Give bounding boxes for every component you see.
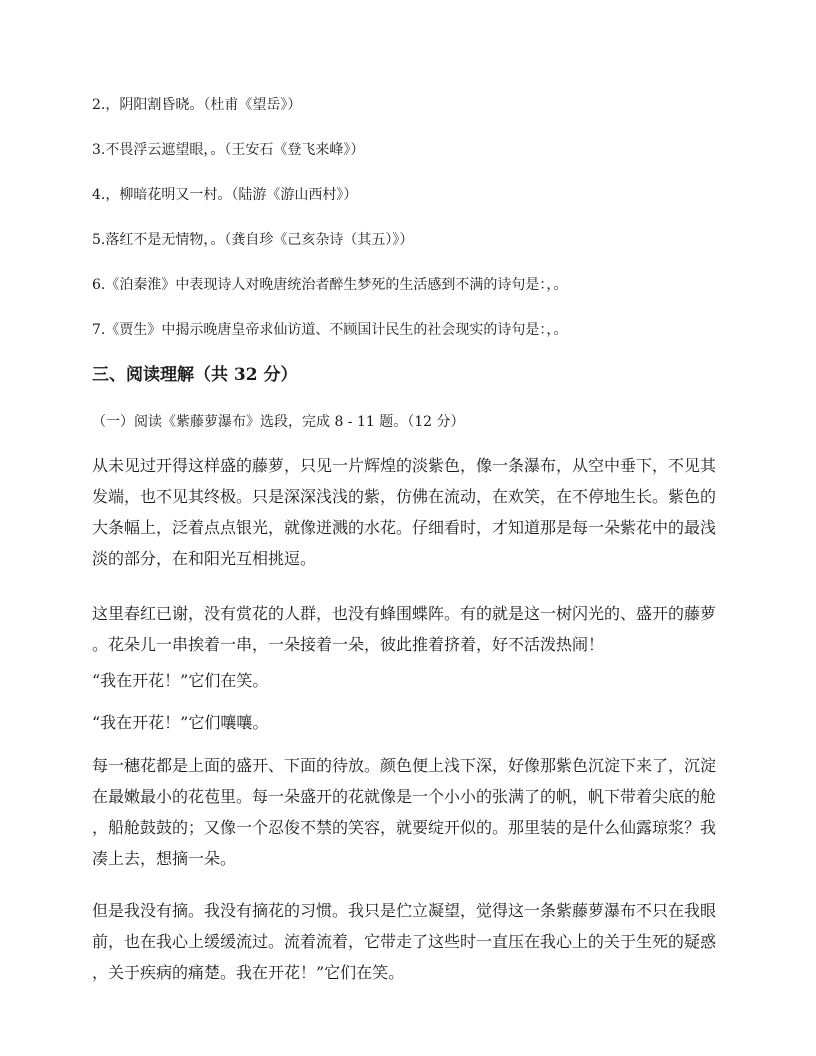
- passage-line: 大条幅上，泛着点点银光，就像迸溅的水花。仔细看时，才知道那是每一朵紫花中的最浅: [92, 518, 717, 537]
- passage-line: 在最嫩最小的花苞里。每一朵盛开的花就像是一个小小的张满了的帆，帆下带着尖底的舱: [92, 787, 717, 806]
- passage-paragraph-5: [92, 750, 728, 874]
- passage-line: 前，也在我心上缓缓流过。流着流着，它带走了这些时一直压在我心上的关于生死的疑惑: [92, 932, 717, 951]
- question-6: 6.《泊秦淮》中表现诗人对晚唐统治者醉生梦死的生活感到不满的诗句是：，。: [92, 277, 568, 293]
- passage-line: 但是我没有摘。我没有摘花的习惯。我只是伫立凝望，觉得这一条紫藤萝瀑布不只在我眼: [92, 901, 717, 920]
- passage-line: “我在开花！”它们在笑。: [92, 671, 269, 690]
- section-heading: 三、阅读理解（共 32 分）: [92, 365, 298, 385]
- passage-line: 凑上去，想摘一朵。: [92, 849, 237, 868]
- question-3: 3.不畏浮云遮望眼，。（王安石《登飞来峰》）: [92, 142, 365, 158]
- passage-line: 。花朵儿一串挨着一串，一朵接着一朵，彼此推着挤着，好不活泼热闹！: [92, 635, 605, 654]
- section-subtitle: （一）阅读《紫藤萝瀑布》选段，完成 8 - 11 题。（12 分）: [92, 414, 465, 430]
- question-4: 4.，柳暗花明又一村。（陆游《游山西村》）: [92, 187, 358, 203]
- question-7: 7.《贾生》中揭示晚唐皇帝求仙访道、不顾国计民生的社会现实的诗句是：，。: [92, 322, 568, 338]
- passage-line: 这里春红已谢，没有赏花的人群，也没有蜂围蝶阵。有的就是这一树闪光的、盛开的藤萝: [92, 604, 717, 623]
- passage-line: ，船舱鼓鼓的；又像一个忍俊不禁的笑容，就要绽开似的。那里装的是什么仙露琼浆？我: [92, 818, 717, 837]
- passage-line: 淡的部分，在和阳光互相挑逗。: [92, 549, 317, 568]
- passage-line: ，关于疾病的痛楚。我在开花！”它们在笑。: [92, 963, 405, 982]
- passage-paragraph-2: [92, 598, 728, 660]
- passage-line: 发端，也不见其终极。只是深深浅浅的紫，仿佛在流动，在欢笑，在不停地生长。紫色的: [92, 487, 717, 506]
- passage-paragraph-6: [92, 895, 728, 988]
- passage-line: 从未见过开得这样盛的藤萝，只见一片辉煌的淡紫色，像一条瀑布，从空中垂下，不见其: [92, 456, 717, 475]
- passage-paragraph-4: [92, 707, 728, 738]
- question-5: 5.落红不是无情物，。（龚自珍《己亥杂诗（其五）》）: [92, 232, 414, 248]
- question-2: 2.，阴阳割昏晓。（杜甫《望岳》）: [92, 97, 302, 113]
- passage-paragraph-1: [92, 450, 728, 574]
- passage-paragraph-3: [92, 665, 728, 696]
- passage-line: 每一穗花都是上面的盛开、下面的待放。颜色便上浅下深，好像那紫色沉淀下来了，沉淀: [92, 756, 717, 775]
- passage-line: “我在开花！”它们嚷嚷。: [92, 713, 269, 732]
